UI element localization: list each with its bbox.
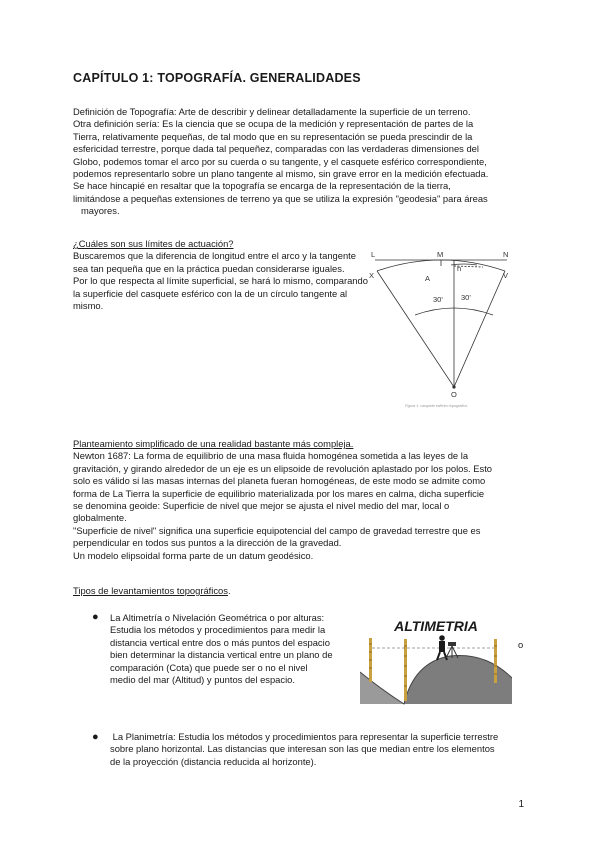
planteamiento-heading: Planteamiento simplificado de una realidad bastante más compleja.: [73, 438, 354, 449]
limits-line: sea tan pequeña que en la práctica puedan considerarse iguales.: [73, 262, 345, 274]
tipos-heading-text: Tipos de levantamientos topográficos: [73, 585, 228, 596]
limits-line: mismo.: [73, 300, 104, 312]
limits-heading: ¿Cuáles son sus límites de actuación?: [73, 238, 234, 249]
limits-line: la superficie del casquete esférico con la de un círculo tangente al: [73, 287, 348, 299]
planimetria-line: sobre plano horizontal. Las distancias que interesan son las que median entre los elementos: [110, 743, 495, 755]
intro-line: Definición de Topografía: Arte de describir y delinear detalladamente la superficie de un terreno.: [73, 106, 471, 117]
spherical-cap-diagram: [365, 245, 515, 410]
altimetria-image-title: ALTIMETRIA: [394, 618, 478, 634]
label-X: X: [369, 271, 375, 280]
intro-paragraph: [73, 106, 533, 218]
altimetria-line: medio del mar (Altitud) y puntos del espacio.: [110, 674, 295, 686]
bullet-icon: ●: [92, 731, 99, 743]
diagram-caption: Figura 1: casquete esférico topográfico.: [405, 404, 469, 408]
altimetria-line: Estudia los métodos y procedimientos para medir la: [110, 624, 326, 636]
plan-line: perpendicular en todos sus puntos a la dirección de la gravedad.: [73, 537, 342, 549]
chapter-title: CAPÍTULO 1: TOPOGRAFÍA. GENERALIDADES: [73, 71, 361, 85]
plan-line: gravitación, y girando alrededor de un eje es un elipsoide de revolución aplastado por los polos. Esto: [73, 462, 493, 474]
plan-line: solo es válido si las masas internas del planeta fueran homogéneas, de este modo se admite como: [73, 475, 486, 487]
altimetria-line: bien determinar la distancia vertical entre un plano de: [110, 649, 333, 661]
altimetria-line: comparación (Cota) que puede ser o no el nivel: [110, 661, 308, 673]
intro-line: limitándose a pequeñas extensiones de terreno ya que se utiliza la expresión "geodesia" para áreas: [73, 192, 488, 204]
page-number: 1: [518, 799, 524, 810]
planteamiento-section: [73, 438, 535, 562]
intro-line: mayores.: [81, 205, 120, 217]
altimetria-line: La Altimetría o Nivelación Geométrica o por alturas:: [110, 612, 325, 623]
label-A: A: [425, 274, 431, 283]
plan-line: "Superficie de nivel" significa una superficie equipotencial del campo de gravedad terrestre que es: [73, 524, 481, 536]
small-arc: [451, 264, 477, 265]
tipos-heading: [73, 585, 231, 597]
limits-section: [73, 238, 403, 312]
level-rod-right: [494, 639, 497, 683]
intro-line: Se hace hincapié en resaltar que la topografía se encarga de la representación de la tierra,: [73, 180, 451, 192]
label-L: L: [371, 250, 376, 259]
label-N: N: [503, 250, 509, 259]
altimetria-image: [360, 612, 512, 707]
bullet-icon: ●: [92, 611, 99, 623]
label-h: h: [457, 264, 462, 273]
tipos-heading-period: .: [227, 585, 231, 596]
intro-line: podemos representarlo sobre un plano tangente al mismo, sin grave error en la medición efectuada.: [73, 168, 489, 180]
intro-line: Otra definición sería: Es la ciencia que se ocupa de la medición y representación de partes de la: [73, 118, 474, 130]
plan-line: Un modelo elipsoidal forma parte de un datum geodésico.: [73, 549, 314, 561]
planimetria-item: [110, 731, 530, 768]
label-angle-1: 30': [433, 295, 443, 304]
label-angle-2: 30': [461, 293, 471, 302]
plan-line: forma de La Tierra la superficie de equilibrio materializada por los mares en calma, dicha superficie: [73, 487, 485, 499]
center-point: [452, 385, 455, 388]
orphan-letter: o: [518, 639, 524, 650]
altimetria-item: [110, 612, 360, 686]
plan-line: globalmente.: [73, 512, 127, 524]
planimetria-line: La Planimetría: Estudia los métodos y procedimientos para representar la superficie terrestre: [110, 731, 499, 742]
planimetria-line: de la proyección (distancia reducida al horizonte).: [110, 755, 317, 767]
limits-line: Por lo que respecta al límite superficial, se hará lo mismo, comparando: [73, 275, 368, 287]
radius-left: [377, 271, 454, 387]
label-V: V: [503, 271, 509, 280]
intro-line: Tierra, relativamente pequeñas, de tal modo que en su representación se pueda prescindir de la: [73, 130, 473, 142]
plan-line: se denomina geoide: Superficie de nivel que mejor se ajusta el nivel medio del mar, local o: [73, 500, 450, 512]
limits-line: Buscaremos que la diferencia de longitud entre el arco y la tangente: [73, 250, 356, 262]
radius-right: [454, 271, 505, 387]
label-O: O: [451, 390, 457, 399]
intro-line: esfericidad terrestre, porque dada tal pequeñez, comparadas con las verdaderas dimensiones del: [73, 143, 479, 155]
level-instrument: [448, 642, 456, 646]
intro-line: Globo, podemos tomar el arco por su cuerda o su tangente, y el casquete esférico correspondiente,: [73, 155, 487, 167]
label-M: M: [437, 250, 444, 259]
altimetria-line: distancia vertical entre dos o más puntos del espacio: [110, 636, 330, 648]
plan-line: Newton 1687: La forma de equilibrio de una masa fluida homogénea sometida a las leyes de la: [73, 450, 469, 462]
